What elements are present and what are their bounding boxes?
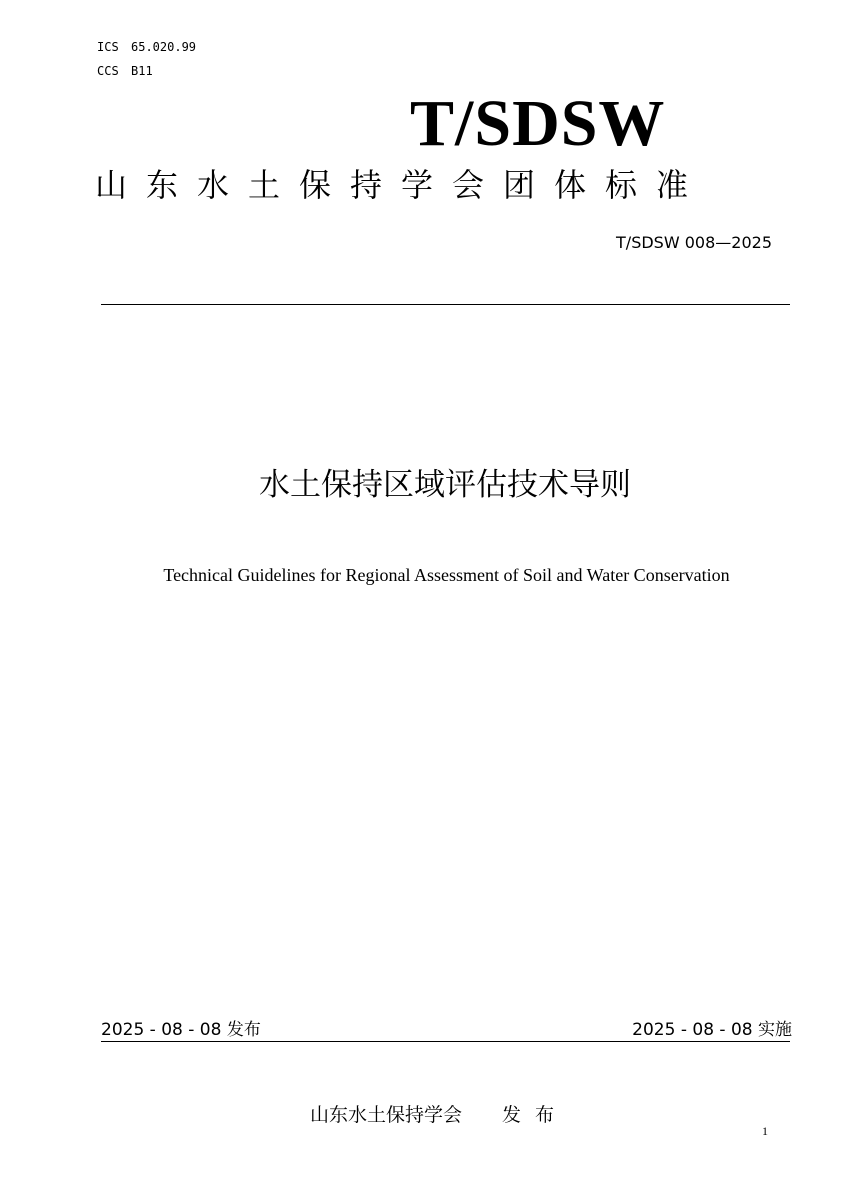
- header-divider: [101, 304, 790, 305]
- ccs-label: CCS: [97, 64, 119, 78]
- release-date: 2025 - 08 - 08 发布: [101, 1020, 261, 1040]
- publisher-line: [310, 1100, 568, 1127]
- implementation-date: 2025 - 08 - 08 实施: [632, 1020, 792, 1040]
- publisher-action: 发布: [502, 1104, 569, 1126]
- document-title-chinese: 水土保持区域评估技术导则: [259, 467, 631, 503]
- page-number: 1: [762, 1124, 768, 1138]
- ics-code: [97, 40, 196, 54]
- ccs-value: B11: [131, 64, 153, 78]
- ics-label: ICS: [97, 40, 119, 54]
- ccs-code: [97, 64, 153, 78]
- standard-number: T/SDSW 008—2025: [616, 233, 772, 252]
- footer-divider: [101, 1041, 790, 1042]
- publisher-name: 山东水土保持学会: [310, 1104, 463, 1126]
- standard-type-heading: 山东水土保持学会团体标准: [95, 166, 708, 204]
- standard-brand: T/SDSW: [410, 87, 666, 160]
- ics-value: 65.020.99: [131, 40, 197, 54]
- document-title-english: Technical Guidelines for Regional Assessment of Soil and Water Conservation: [163, 565, 730, 585]
